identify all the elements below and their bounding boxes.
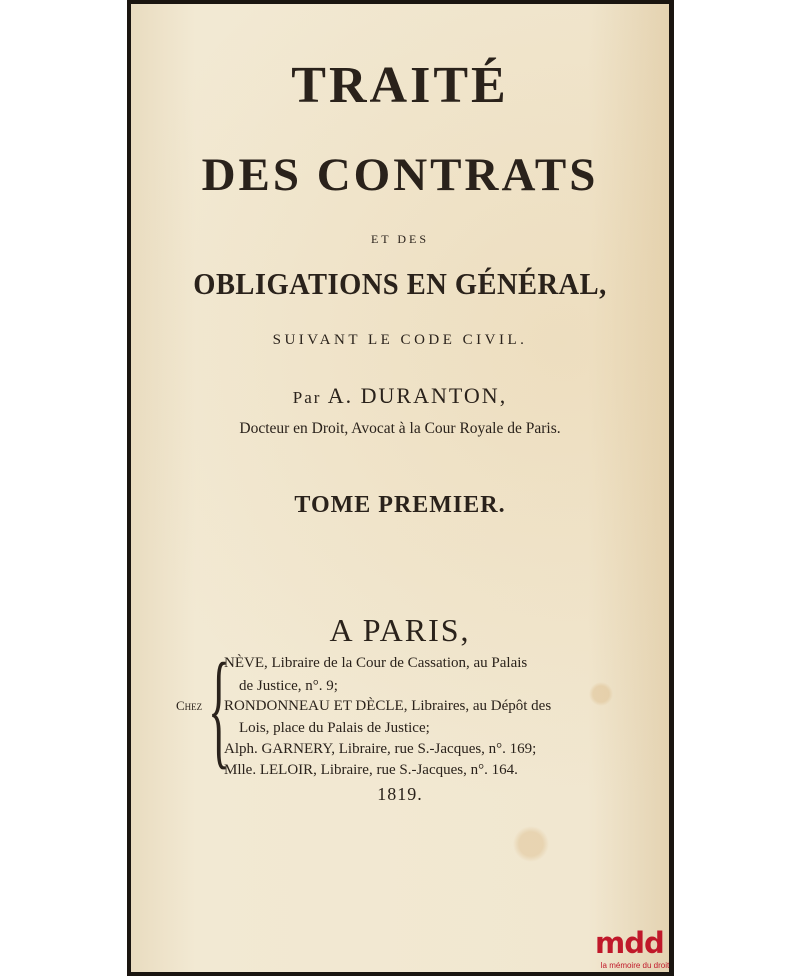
seller-line-continuation: de Justice, n°. 9;: [239, 678, 338, 694]
mdd-logo: [595, 927, 675, 973]
title-connector: ET DES: [370, 232, 430, 246]
author-line: [131, 383, 669, 409]
volume-label: TOME PREMIER.: [294, 492, 506, 518]
author-credentials: Docteur en Droit, Avocat à la Cour Royale de Paris.: [239, 420, 561, 437]
seller-line: NÈVE, Libraire de la Cour de Cassation, au Palais: [224, 655, 528, 671]
author-name: A. DURANTON,: [327, 383, 508, 408]
author-prefix: Par: [292, 388, 322, 407]
imprint-place: A PARIS,: [329, 612, 471, 648]
seller-line-continuation: Lois, place du Palais de Justice;: [239, 720, 430, 736]
seller-line: Mlle. LELOIR, Libraire, rue S.-Jacques, n°. 164.: [224, 762, 518, 778]
seller-line: RONDONNEAU ET DÈCLE, Libraires, au Dépôt des: [224, 698, 552, 714]
chez-label: Chez: [176, 698, 203, 713]
title-line-1: TRAITÉ: [291, 57, 509, 114]
subtitle: SUIVANT LE CODE CIVIL.: [272, 332, 528, 348]
brace-ornament: {: [208, 637, 230, 781]
seller-line: Alph. GARNERY, Libraire, rue S.-Jacques, n°. 169;: [224, 741, 537, 757]
logo-tagline: la mémoire du droit: [600, 961, 670, 970]
imprint-year: 1819.: [377, 784, 423, 804]
title-page: [131, 4, 669, 972]
title-line-3: OBLIGATIONS EN GÉNÉRAL,: [193, 266, 607, 301]
logo-mark: mdd: [595, 926, 664, 960]
title-line-2: DES CONTRATS: [201, 149, 599, 201]
